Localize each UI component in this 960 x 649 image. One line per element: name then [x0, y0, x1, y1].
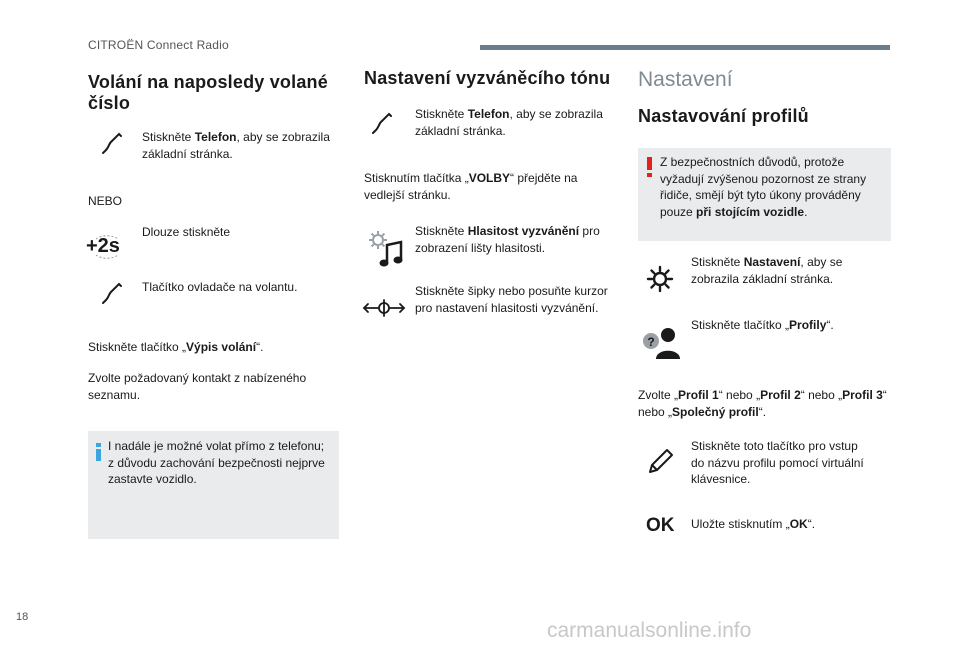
slider-icon — [362, 296, 406, 320]
col3-section: Nastavení — [638, 68, 733, 91]
warning-icon — [647, 157, 652, 177]
col2-para1: Stisknutím tlačítka „VOLBY“ přejděte na vedlejší stránku. — [364, 171, 578, 202]
col3-step2: Stiskněte tlačítko „Profily“. — [691, 318, 834, 332]
col1-or: NEBO — [88, 194, 123, 208]
header-bar — [480, 45, 890, 50]
col2-step2: Stiskněte Hlasitost vyzvánění pro zobrazení lišty hlasitosti. — [415, 224, 600, 255]
phone-icon — [370, 111, 394, 135]
col3-para1: Zvolte „Profil 1“ nebo „Profil 2“ nebo „Profil 3“ nebo „Společný profil“. — [638, 388, 887, 419]
col1-para1: Stiskněte tlačítko „Výpis volání“. — [88, 340, 264, 354]
watermark: carmanualsonline.info — [547, 619, 752, 642]
settings-music-icon — [367, 229, 407, 269]
col3-title: Nastavování profilů — [638, 106, 809, 126]
info-note: I nadále je možné volat přímo z telefonu; z důvodu zachování bezpečnosti nejprve zastavte vozidlo. — [88, 431, 339, 539]
col3-step1: Stiskněte Nastavení, aby se zobrazila základní stránka. — [691, 255, 843, 286]
col3-step4: Uložte stisknutím „OK“. — [691, 517, 816, 531]
ok-icon: OK — [646, 515, 675, 536]
header-brand: CITROËN Connect Radio — [88, 38, 229, 52]
col2-step1: Stiskněte Telefon, aby se zobrazila základní stránka. — [415, 107, 603, 138]
col1-step2: Dlouze stiskněte — [142, 225, 231, 239]
gear-icon — [646, 265, 674, 293]
col3-step3: Stiskněte toto tlačítko pro vstup do názvu profilu pomocí virtuální klávesnice. — [691, 439, 864, 486]
warning-note: Z bezpečnostních důvodů, protože vyžadují zvýšenou pozornost ze strany řidiče, smějí být tyto úkony prováděny pouze při stojícím vozidle. — [638, 148, 891, 241]
col1-step1: Stiskněte Telefon, aby se zobrazila základní stránka. — [142, 130, 330, 161]
col2-step3: Stiskněte šipky nebo posuňte kurzor pro nastavení hlasitosti vyzvánění. — [415, 284, 608, 315]
col2-title: Nastavení vyzváněcího tónu — [364, 68, 611, 88]
col1-para2: Zvolte požadovaný kontakt z nabízeného seznamu. — [88, 371, 307, 402]
phone-icon — [100, 281, 124, 305]
pencil-icon — [646, 446, 676, 476]
info-icon — [96, 443, 101, 461]
svg-text:?: ? — [647, 335, 655, 349]
col1-step3: Tlačítko ovladače na volantu. — [142, 280, 298, 294]
plus-2s-icon: +2s — [86, 235, 120, 257]
phone-icon — [100, 131, 124, 155]
profile-icon — [641, 324, 681, 360]
page-number: 18 — [16, 611, 29, 623]
col1-title: Volání na naposledy volané číslo — [88, 72, 328, 113]
